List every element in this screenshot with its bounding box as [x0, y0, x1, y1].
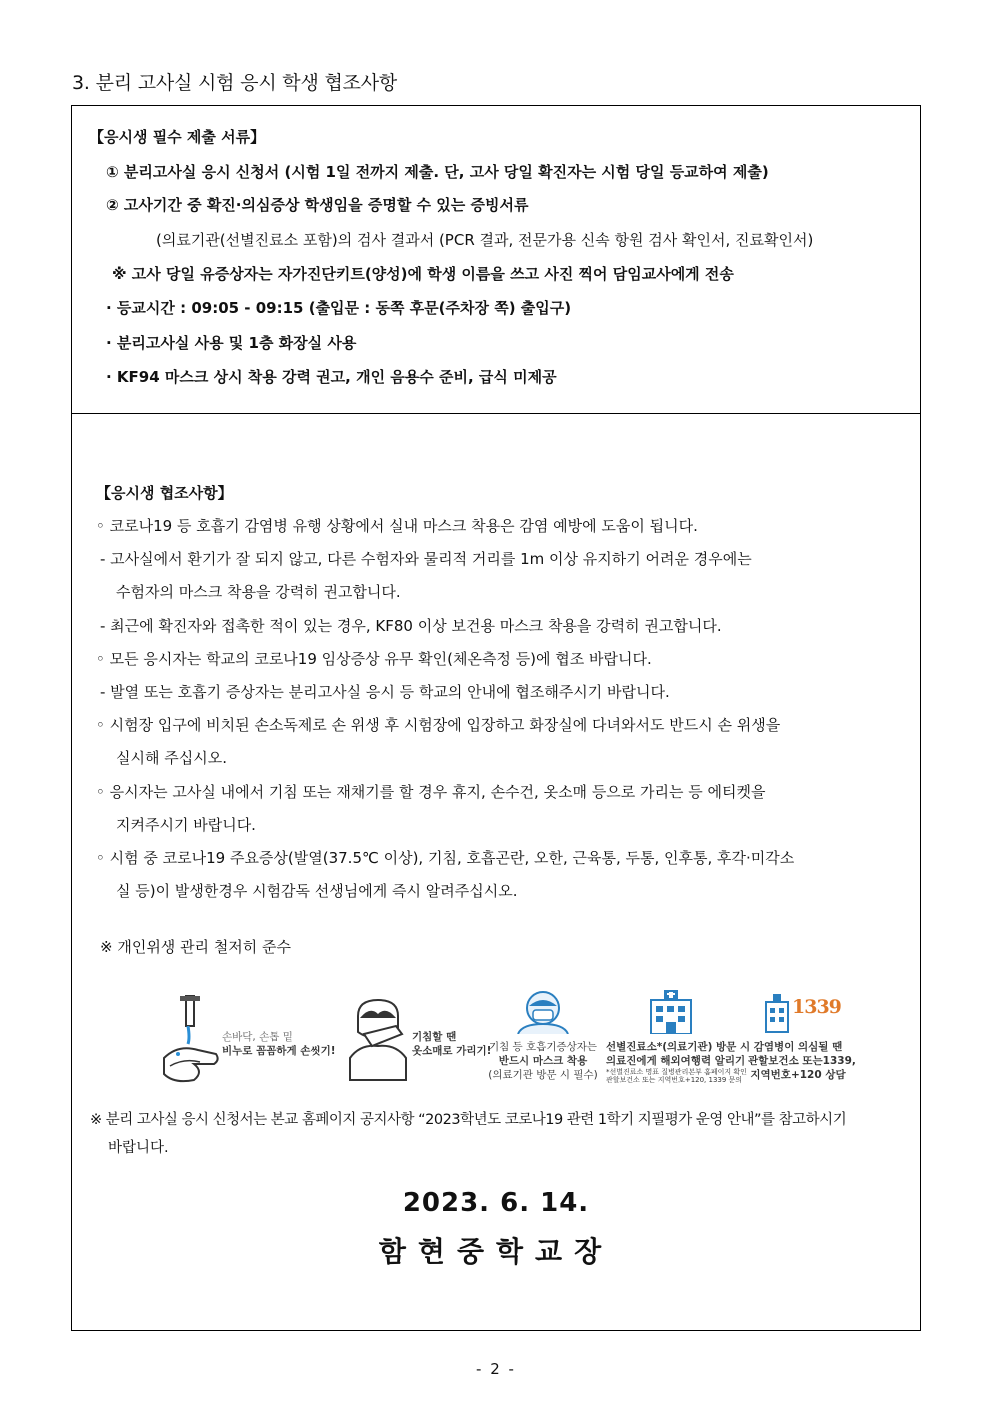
- section-title: 3. 분리 고사실 시험 응시 학생 협조사항: [72, 72, 398, 94]
- hotline-group: [748, 988, 856, 1081]
- required-doc-item-1: ① 분리고사실 응시 신청서 (시험 1일 전까지 제출. 단, 고사 당일 확진자는 시험 당일 등교하여 제출): [106, 163, 769, 181]
- cooperation-line: - 고사실에서 환기가 잘 되지 않고, 다른 수험자와 물리적 거리를 1m 이상 유지하기 어려운 경우에는: [100, 550, 752, 568]
- required-doc-item-2-detail: (의료기관(선별진료소 포함)의 검사 결과서 (PCR 결과, 전문가용 신속 항원 검사 확인서, 진료확인서): [156, 231, 814, 249]
- clinic-caption-2: 의료진에게 해외여행력 알리기: [606, 1055, 746, 1067]
- page-number: - 2 -: [476, 1360, 516, 1378]
- mask-person-icon: [488, 988, 598, 1034]
- principal-signature: 함현중학교장: [378, 1235, 614, 1268]
- mask-caption-2: 반드시 마스크 착용: [498, 1055, 588, 1067]
- cough-caption-1: 기침할 땐: [412, 1031, 457, 1043]
- footer-note-line-1: ※ 분리 고사실 응시 신청서는 본교 홈페이지 공지사항 “2023학년도 코로나19 관련 1학기 지필평가 운영 안내”를 참고하시기: [90, 1112, 847, 1128]
- mask-bullet: · KF94 마스크 상시 착용 강력 권고, 개인 음용수 준비, 급식 미제공: [106, 368, 557, 386]
- hotline-number: 1339: [792, 996, 841, 1018]
- cooperation-heading: 【응시생 협조사항】: [96, 484, 233, 502]
- hygiene-note: ※ 개인위생 관리 철저히 준수: [100, 938, 292, 956]
- cooperation-line: - 최근에 확진자와 접촉한 적이 있는 경우, KF80 이상 보건용 마스크 착용을 강력히 권고합니다.: [100, 617, 722, 635]
- mask-caption-1: 기침 등 호흡기증상자는: [488, 1041, 598, 1053]
- arrival-time-bullet: · 등교시간 : 09:05 - 09:15 (출입문 : 동쪽 후문(주차장 쪽) 출입구): [106, 299, 572, 317]
- clinic-caption-1: 선별진료소*(의료기관) 방문 시: [606, 1041, 751, 1053]
- mask-caption-3: (의료기관 방문 시 필수): [488, 1069, 598, 1081]
- handwash-group: [158, 988, 348, 1092]
- document-date: 2023. 6. 14.: [402, 1188, 590, 1218]
- hotline-caption-1: 감염병이 의심될 땐: [753, 1041, 843, 1053]
- hotline-caption-2: 관할보건소 또는1339,: [748, 1055, 856, 1067]
- cough-caption-2: 옷소매로 가리기!: [412, 1045, 492, 1057]
- cooperation-line: 지켜주시기 바랍니다.: [116, 816, 256, 834]
- hotline-caption-3: 지역번호+120 상담: [750, 1069, 846, 1081]
- clinic-caption-3: *선별진료소 명표 질병관리본부 홈페이지 확인: [606, 1068, 747, 1076]
- room-use-bullet: · 분리고사실 사용 및 1층 화장실 사용: [106, 334, 357, 352]
- self-test-note: ※ 고사 당일 유증상자는 자가진단키트(양성)에 학생 이름을 쓰고 사진 찍어 담임교사에게 전송: [112, 265, 734, 283]
- hospital-icon: [606, 988, 736, 1034]
- handwash-caption-2: 비누로 꼼꼼하게 손씻기!: [222, 1045, 336, 1057]
- cooperation-line: ◦ 응시자는 고사실 내에서 기침 또는 재채기를 할 경우 휴지, 손수건, 옷소매 등으로 가리는 등 에티켓을: [96, 783, 766, 801]
- clinic-group: [606, 988, 751, 1084]
- required-docs-heading: 【응시생 필수 제출 서류】: [89, 128, 266, 146]
- clinic-caption-4: 관할보건소 또는 지역번호+120, 1339 문의: [606, 1076, 743, 1084]
- handwash-caption-1: 손바닥, 손톱 밑: [222, 1031, 293, 1043]
- mask-group: [488, 988, 598, 1081]
- hygiene-icons-row: [158, 988, 856, 1088]
- required-doc-item-2: ② 고사기간 중 확진·의심증상 학생임을 증명할 수 있는 증빙서류: [106, 196, 529, 214]
- cooperation-line: ◦ 코로나19 등 호흡기 감염병 유행 상황에서 실내 마스크 착용은 감염 예방에 도움이 됩니다.: [96, 517, 698, 535]
- cough-sleeve-icon: [346, 988, 410, 1088]
- cooperation-line: 실 등)이 발생한경우 시험감독 선생님에게 즉시 알려주십시오.: [116, 882, 518, 900]
- cooperation-line: ◦ 모든 응시자는 학교의 코로나19 임상증상 유무 확인(체온측정 등)에 협조 바랍니다.: [96, 650, 652, 668]
- handwash-icon: [158, 988, 222, 1088]
- cooperation-line: ◦ 시험장 입구에 비치된 손소독제로 손 위생 후 시험장에 입장하고 화장실에 다녀와서도 반드시 손 위생을: [96, 716, 781, 734]
- cooperation-line: - 발열 또는 호흡기 증상자는 분리고사실 응시 등 학교의 안내에 협조해주시기 바랍니다.: [100, 683, 670, 701]
- required-docs-box: [71, 105, 921, 414]
- cooperation-line: ◦ 시험 중 코로나19 주요증상(발열(37.5℃ 이상), 기침, 호흡곤란, 오한, 근육통, 두통, 인후통, 후각·미각소: [96, 849, 795, 867]
- footer-note-line-2: 바랍니다.: [108, 1140, 169, 1156]
- cooperation-line: 수험자의 마스크 착용을 강력히 권고합니다.: [116, 583, 401, 601]
- cough-group: [346, 988, 496, 1092]
- cooperation-line: 실시해 주십시오.: [116, 749, 227, 767]
